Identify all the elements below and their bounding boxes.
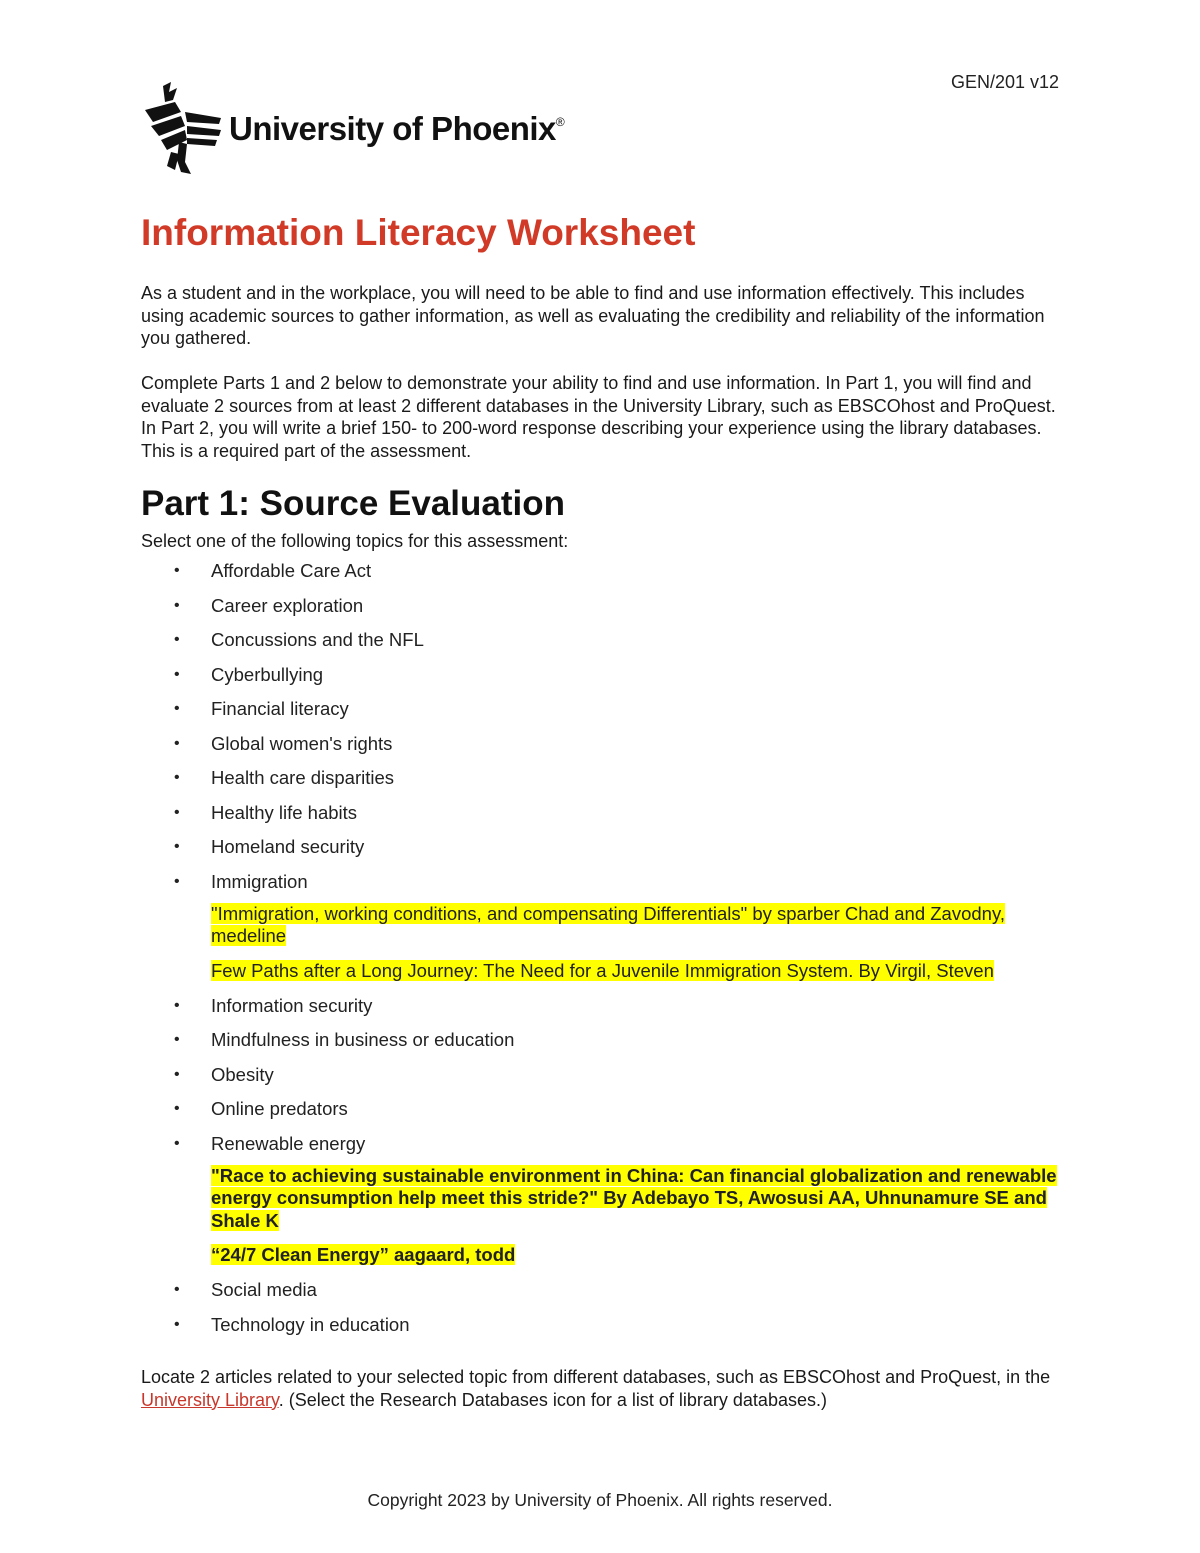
bullet-icon: •	[174, 803, 180, 821]
topic-item: • Financial literacy	[174, 698, 349, 719]
university-logo	[141, 82, 564, 176]
university-library-link[interactable]: University Library	[141, 1389, 279, 1410]
bullet-icon: •	[174, 665, 180, 683]
logo-wordmark: University of Phoenix®	[229, 110, 565, 147]
topic-item: • Social media	[174, 1279, 317, 1300]
instructions-paragraph: Complete Parts 1 and 2 below to demonstrate your ability to find and use information. In Part 1, you will find and evaluate 2 sources from at least 2 different databases in the University Library, such as EBSCOhost and ProQuest. In Part 2, you will write a brief 150- to 200-word response describing your experience using the library databases. This is a required part of the assessment.	[141, 373, 1056, 461]
topic-item: • Concussions and the NFL	[174, 629, 424, 650]
topic-item-renewable: • Renewable energy "Race to achieving sustainable environment in China: Can financial globalization and renewable energy consumption help meet this stride?" By Adebayo TS, Awosusi AA, Uhnunamure SE and Shale K “24/7 Clean Energy” aagaard, todd	[141, 1133, 1071, 1267]
bullet-icon: •	[174, 1031, 180, 1048]
topic-item: • Health care disparities	[174, 767, 395, 788]
source-citation: "Immigration, working conditions, and compensating Differentials" by sparber Chad and Zavodny, medeline	[211, 902, 1005, 946]
bullet-icon: •	[174, 1065, 180, 1083]
topic-item: • Online predators	[174, 1098, 348, 1119]
bullet-icon: •	[174, 734, 180, 752]
topic-item: • Affordable Care Act	[174, 560, 372, 581]
source-citation: “24/7 Clean Energy” aagaard, todd	[211, 1244, 516, 1265]
bullet-icon: •	[174, 996, 180, 1014]
topic-item-immigration: • Immigration "Immigration, working conditions, and compensating Differentials" by sparber Chad and Zavodny, medeline Few Paths after a Long Journey: The Need for a Juvenile Immigration System. By Virgil, Steven	[141, 871, 1071, 983]
copyright-footer: Copyright 2023 by University of Phoenix. All rights reserved.	[367, 1490, 833, 1510]
topic-item: • Career exploration	[174, 594, 364, 616]
intro-paragraph: As a student and in the workplace, you will need to be able to find and use information effectively. This includes using academic sources to gather information, as well as evaluating the credibility and reliability of the information you gathered.	[141, 283, 1045, 348]
topic-item: • Mindfulness in business or education	[174, 1029, 515, 1050]
topic-item: • Cyberbullying	[174, 663, 324, 685]
renewable-sources	[211, 1165, 1071, 1267]
topic-item: • Information security	[174, 994, 373, 1016]
part1-heading: Part 1: Source Evaluation	[141, 484, 566, 523]
bullet-icon: •	[174, 562, 180, 579]
source-citation: Few Paths after a Long Journey: The Need for a Juvenile Immigration System. By Virgil, Steven	[211, 959, 994, 981]
page-title: Information Literacy Worksheet	[141, 212, 696, 253]
bullet-icon: •	[174, 1315, 180, 1333]
source-citation: "Race to achieving sustainable environment in China: Can financial globalization and renewable energy consumption help meet this stride?" By Adebayo TS, Awosusi AA, Uhnunamure SE and Shale K	[211, 1164, 1057, 1231]
topic-item: • Obesity	[174, 1063, 274, 1085]
topic-item: • Healthy life habits	[174, 801, 358, 823]
topic-prompt: Select one of the following topics for this assessment:	[141, 531, 569, 551]
immigration-sources	[211, 903, 1071, 983]
document-code: GEN/201 v12	[950, 72, 1059, 92]
bullet-icon: •	[174, 631, 180, 648]
topic-list	[141, 560, 1071, 1348]
topic-item: • Technology in education	[174, 1313, 410, 1335]
bullet-icon: •	[174, 596, 180, 614]
bullet-icon: •	[174, 1134, 180, 1152]
bullet-icon: •	[174, 1281, 180, 1298]
bullet-icon: •	[174, 872, 180, 890]
bullet-icon: •	[174, 1100, 180, 1117]
locate-paragraph: Locate 2 articles related to your selected topic from different databases, such as EBSCOhost and ProQuest, in the University Library. (Select the Research Databases icon for a list of library databases.)	[141, 1367, 1051, 1410]
bullet-icon: •	[174, 700, 180, 717]
bullet-icon: •	[174, 769, 180, 786]
topic-item: • Global women's rights	[174, 732, 393, 754]
bullet-icon: •	[174, 838, 180, 855]
phoenix-bird-icon	[141, 82, 225, 176]
topic-item: • Homeland security	[174, 836, 365, 857]
